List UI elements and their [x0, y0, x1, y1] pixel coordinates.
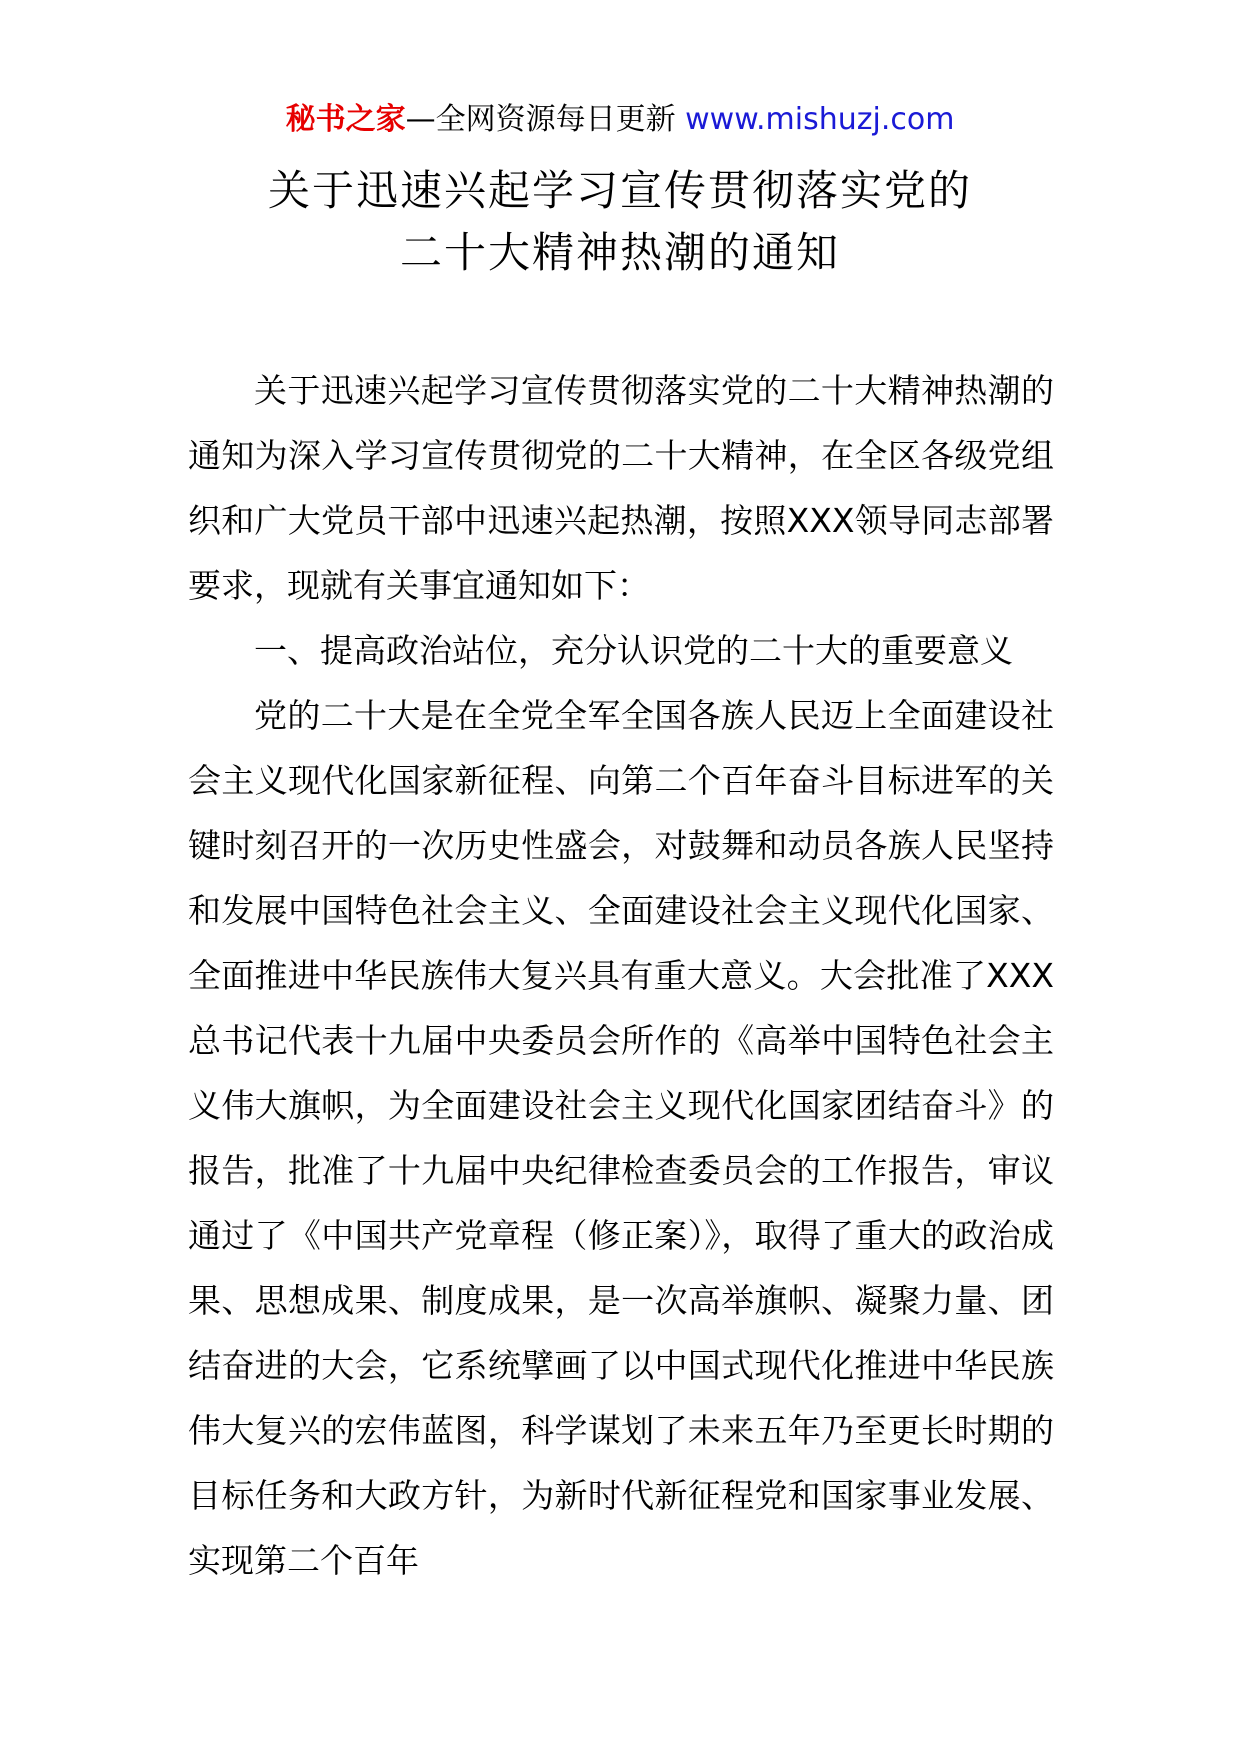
section-1-paragraph: 党的二十大是在全党全军全国各族人民迈上全面建设社会主义现代化国家新征程、向第二个百年奋斗目标进军的关键时刻召开的一次历史性盛会，对鼓舞和动员各族人民坚持和发展中国特色社会主义、全面建设社会主义现代化国家、全面推进中华民族伟大复兴具有重大意义。大会批准了XXX总书记代表十九届中央委员会所作的《高举中国特色社会主义伟大旗帜，为全面建设社会主义现代化国家团结奋斗》的报告，批准了十九届中央纪律检查委员会的工作报告，审议通过了《中国共产党章程（修正案）》，取得了重大的政治成果、思想成果、制度成果，是一次高举旗帜、凝聚力量、团结奋进的大会，它系统擘画了以中国式现代化推进中华民族伟大复兴的宏伟蓝图，科学谋划了未来五年乃至更长时期的目标任务和大政方针，为新时代新征程党和国家事业发展、实现第二个百年	[188, 696, 1054, 1580]
intro-paragraph: 关于迅速兴起学习宣传贯彻落实党的二十大精神热潮的通知为深入学习宣传贯彻党的二十大精神，在全区各级党组织和广大党员干部中迅速兴起热潮，按照XXX领导同志部署要求，现就有关事宜通知如下：	[188, 371, 1054, 605]
site-banner	[0, 100, 1240, 140]
title-line-1: 关于迅速兴起学习宣传贯彻落实党的	[267, 166, 972, 215]
title-line-2: 二十大精神热潮的通知	[399, 228, 840, 277]
site-url-link[interactable]: www.mishuzj.com	[685, 102, 955, 137]
banner-slogan: —全网资源每日更新	[405, 102, 686, 137]
section-1-heading: 一、提高政治站位，充分认识党的二十大的重要意义	[254, 631, 1013, 670]
document-title	[0, 160, 1240, 284]
document-body	[188, 358, 1054, 1593]
brand-name: 秘书之家	[285, 102, 406, 137]
